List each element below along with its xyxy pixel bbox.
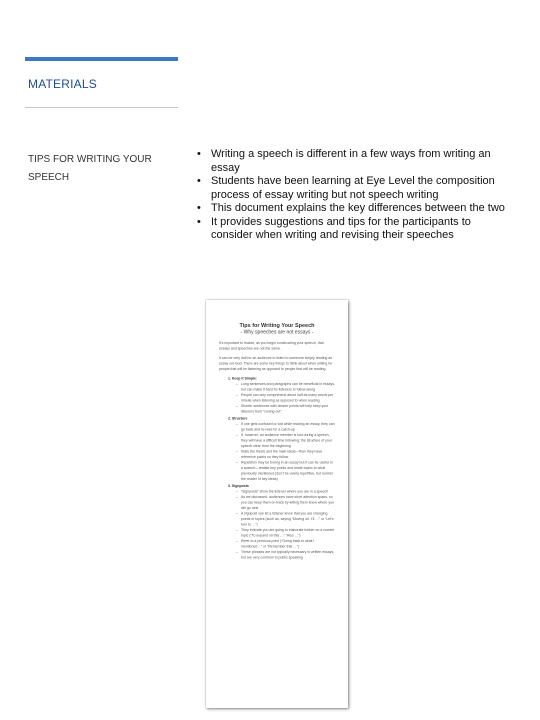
document-intro-paragraph: It can be very dull for an audience to listen to someone simply reading an essay out loud. There are some key things to think about when writing for people that will be listening as opposed to people that will be reading.	[219, 356, 333, 371]
document-subtitle: - Why speeches are not essays -	[240, 329, 314, 335]
document-list-item: – Refer to a previous point (“Going back to what I mentioned…” or “Remember that …”)	[236, 539, 335, 550]
document-section-heading: 3. Signposts	[228, 484, 249, 488]
document-list-item: – Long sentences and paragraphs can be beneficial in essays, but can make it hard for listeners to follow along	[236, 382, 335, 393]
document-thumbnail	[206, 300, 348, 708]
document-list-item: – Shorter sentences with clearer points will help keep your listeners from “zoning out”	[236, 404, 335, 415]
document-list-item: – A signpost can let a listener know that you are changing points or topics (such as, saying “Moving on, I’ll …” or “Let’s turn to …”)	[236, 511, 335, 528]
document-list-item: – If, however, an audience member is lost during a speech, they will have a difficult time following; the structure of your speech clear from the beginning	[236, 433, 335, 450]
document-list-item: – As we discussed, audiences have short attention spans, so you can keep them on track by letting them know where you will go next	[236, 495, 335, 512]
slide-heading: TIPS FOR WRITING YOUR SPEECH	[28, 154, 152, 183]
document-list-item: – State the thesis and the main ideas—then they have reference points so they follow	[236, 449, 335, 460]
bullet-list	[197, 148, 509, 243]
document-section-list	[236, 382, 335, 415]
document-section-heading: 1. Keep it Simple:	[228, 377, 258, 381]
header-accent-bar	[25, 57, 178, 61]
document-list-item: – People can only comprehend about half as many words per minute when listening as opposed to when reading	[236, 393, 335, 404]
document-section-heading: 2. Structure	[228, 417, 248, 421]
document-list-item: – Repetition may be boring in an essay but it can be useful in a speech—restate key points and relate topics to what previously mentioned (don’t be overly repetitive, but remind the reader of key ideas)	[236, 460, 335, 482]
document-list-item: – “Signposts” show the listener where you are in a speech	[236, 489, 335, 495]
document-title: Tips for Writing Your Speech	[239, 322, 315, 329]
section-title: MATERIALS	[28, 77, 97, 91]
bullet-item: • It provides suggestions and tips for the participants to consider when writing and revising their speeches	[197, 216, 509, 243]
bullet-item: • Writing a speech is different in a few ways from writing an essay	[197, 148, 509, 175]
document-list-item: – They indicate you are going to elaborate further on a current topic (“To expand on this …” “Also …”)	[236, 528, 335, 539]
divider	[25, 107, 178, 108]
document-intro-paragraph: It’s important to realize, as you begin constructing your speech, that essays and speeches are not the same.	[219, 341, 324, 351]
document-section-list	[236, 489, 335, 561]
document-list-item: – These phrases are not typically necessary in written essays, but are very common in public speaking	[236, 550, 335, 561]
document-list-item: – If one gets confused or lost while reading an essay, they can go back and re-read for a catch-up	[236, 422, 335, 433]
document-page	[206, 300, 348, 562]
bullet-item: • Students have been learning at Eye Level the composition process of essay writing but not speech writing	[197, 175, 509, 202]
document-section-list	[236, 422, 335, 483]
bullet-item: • This document explains the key differences between the two	[197, 202, 509, 216]
